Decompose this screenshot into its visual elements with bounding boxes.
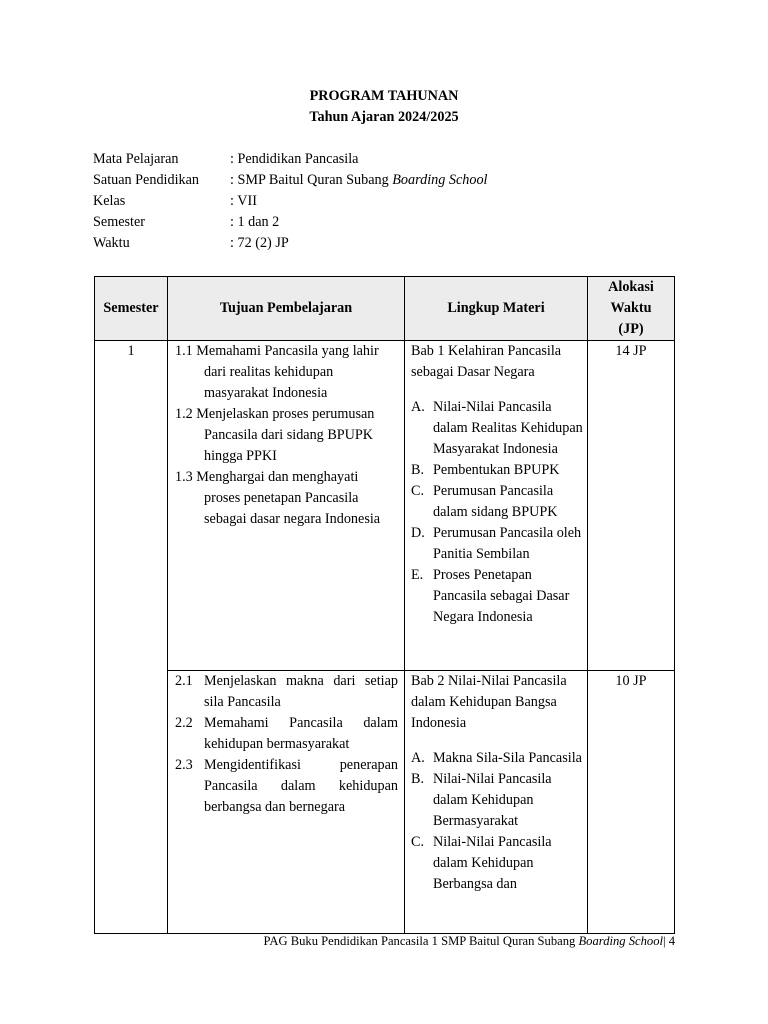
header-alokasi: Alokasi Waktu (JP)	[588, 277, 675, 341]
identity-value: : Pendidikan Pancasila	[230, 151, 359, 167]
objective-item: 2.3 Mengidentifikasi penerapan Pancasila dalam kehidupan berbangsa dan bernegara	[175, 757, 398, 815]
material-item: A. Makna Sila-Sila Pancasila	[411, 750, 582, 766]
objective-item: 2.1 Menjelaskan makna dari setiap sila Pancasila	[175, 673, 398, 710]
table-row	[95, 671, 675, 934]
chapter-title: Bab 1 Kelahiran Pancasila sebagai Dasar Negara	[411, 343, 562, 380]
tujuan-cell	[168, 671, 405, 934]
identity-value: : 72 (2) JP	[230, 235, 289, 251]
header-lingkup: Lingkup Materi	[405, 277, 588, 341]
identity-label: Satuan Pendidikan	[93, 172, 199, 188]
material-item: C. Perumusan Pancasila dalam sidang BPUPK	[411, 483, 558, 520]
material-item: B. Nilai-Nilai Pancasila dalam Kehidupan Bermasyarakat	[411, 771, 552, 829]
table-header-row	[95, 277, 675, 341]
identity-value: : 1 dan 2	[230, 214, 280, 230]
identity-row	[93, 191, 487, 212]
table-row	[95, 341, 675, 671]
material-item: E. Proses Penetapan Pancasila sebagai Dasar Negara Indonesia	[411, 567, 570, 625]
title-year: Tahun Ajaran 2024/2025	[309, 109, 459, 125]
material-item: C. Nilai-Nilai Pancasila dalam Kehidupan Berbangsa dan	[411, 834, 552, 892]
identity-row	[93, 212, 487, 233]
materi-cell	[405, 671, 588, 934]
objective-item: 1.3 Menghargai dan menghayati proses penetapan Pancasila sebagai dasar negara Indonesia	[175, 469, 381, 527]
identity-value: : SMP Baitul Quran Subang Boarding School	[230, 172, 488, 188]
header-semester: Semester	[95, 277, 168, 341]
tujuan-cell	[168, 341, 405, 671]
identity-block	[93, 149, 487, 254]
identity-label: Waktu	[93, 235, 130, 251]
identity-value: : VII	[230, 193, 257, 209]
identity-label: Semester	[93, 214, 146, 230]
objective-item: 2.2 Memahami Pancasila dalam kehidupan bermasyarakat	[175, 715, 398, 752]
material-item: D. Perumusan Pancasila oleh Panitia Sembilan	[411, 525, 582, 562]
material-item: A. Nilai-Nilai Pancasila dalam Realitas Kehidupan Masyarakat Indonesia	[411, 399, 583, 457]
chapter-title: Bab 2 Nilai-Nilai Pancasila dalam Kehidupan Bangsa Indonesia	[411, 673, 567, 731]
material-item: B. Pembentukan BPUPK	[411, 462, 560, 478]
objective-item: 1.1 Memahami Pancasila yang lahir dari realitas kehidupan masyarakat Indonesia	[175, 343, 379, 401]
identity-row	[93, 233, 487, 254]
jp-cell: 10 JP	[588, 671, 675, 934]
materi-cell	[405, 341, 588, 671]
document-title	[0, 86, 768, 128]
identity-row	[93, 149, 487, 170]
objective-item: 1.2 Menjelaskan proses perumusan Pancasila dari sidang BPUPK hingga PPKI	[175, 406, 375, 464]
identity-row	[93, 170, 487, 191]
identity-label: Mata Pelajaran	[93, 151, 179, 167]
title-heading: PROGRAM TAHUNAN	[309, 88, 459, 104]
semester-cell: 1	[95, 341, 168, 934]
header-tujuan: Tujuan Pembelajaran	[168, 277, 405, 341]
jp-cell: 14 JP	[588, 341, 675, 671]
program-table	[94, 276, 675, 934]
identity-label: Kelas	[93, 193, 126, 209]
page-footer: PAG Buku Pendidikan Pancasila 1 SMP Baitul Quran Subang Boarding School| 4	[263, 934, 675, 948]
